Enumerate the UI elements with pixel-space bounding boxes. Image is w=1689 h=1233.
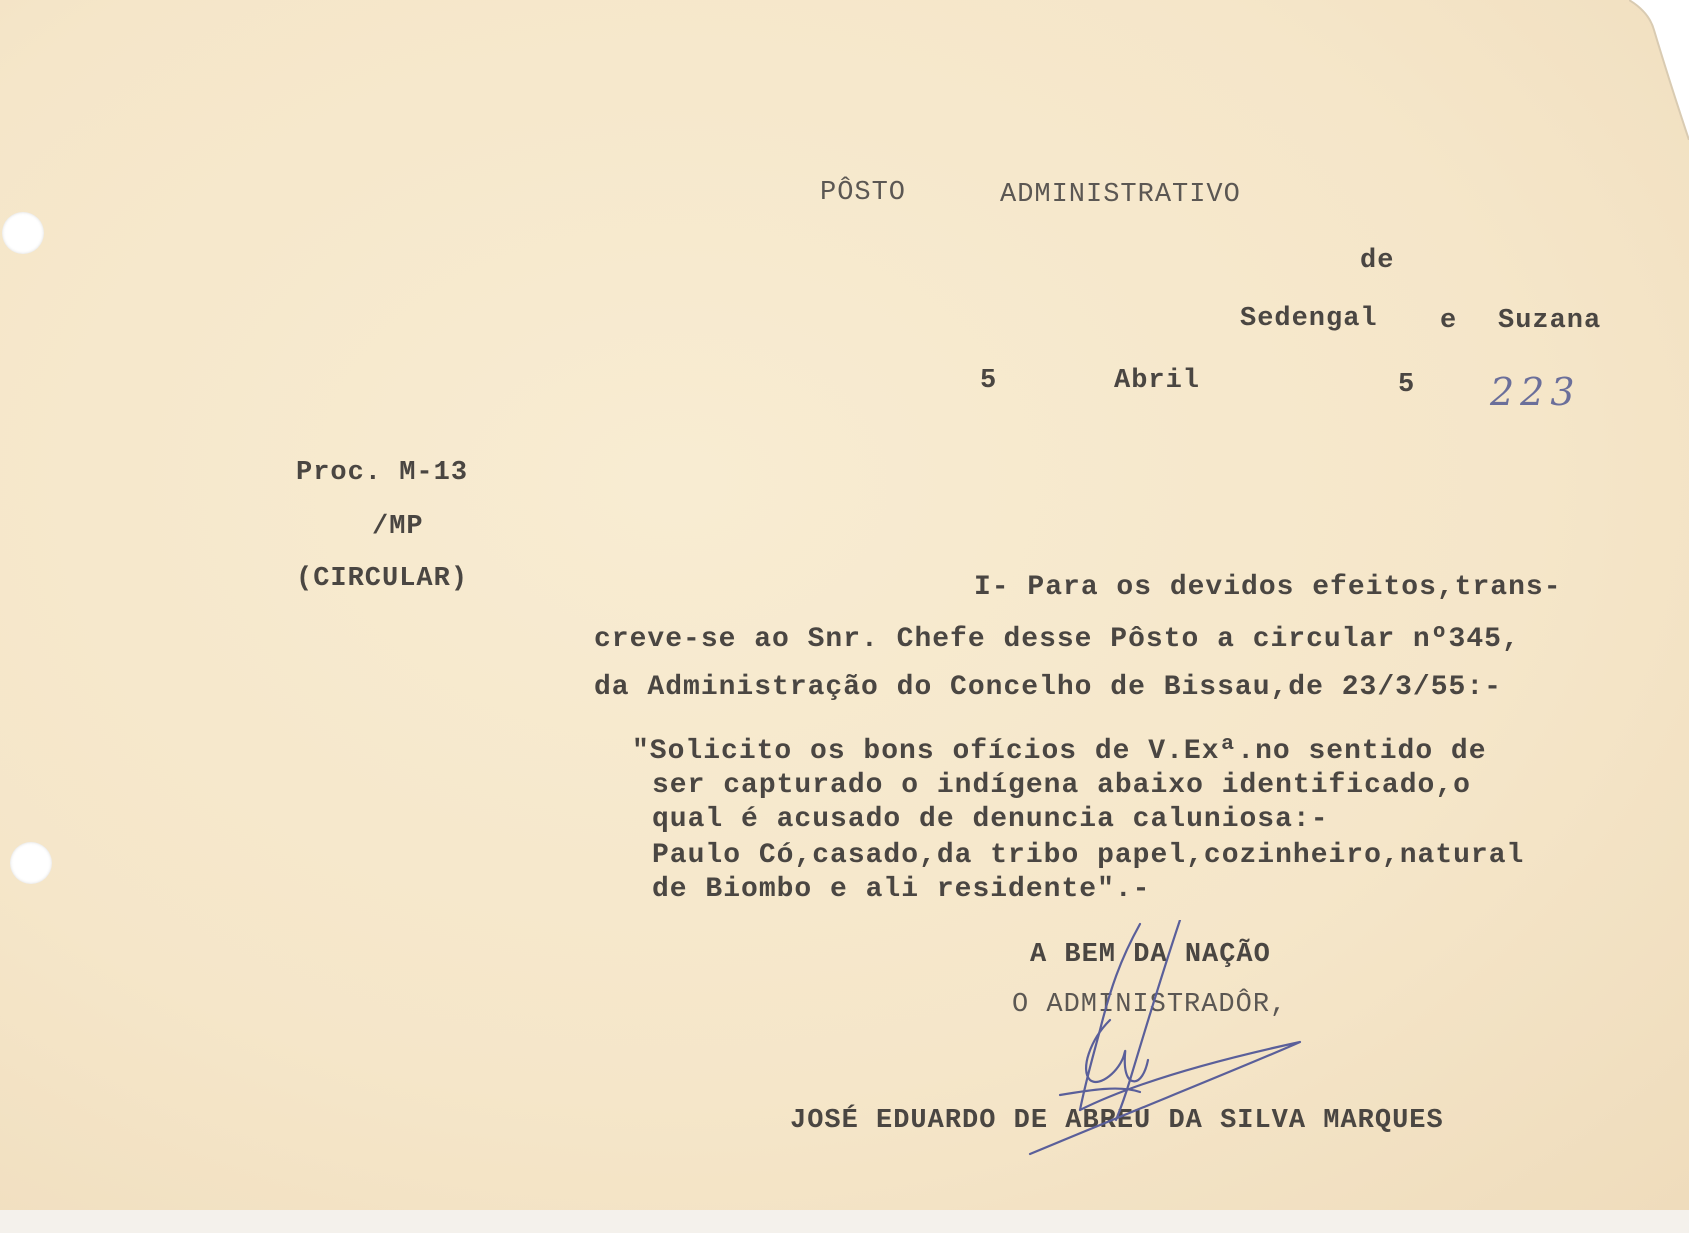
paragraph-line-2: creve-se ao Snr. Chefe desse Pôsto a circular nº345,: [594, 624, 1520, 655]
place-and: e: [1440, 306, 1458, 336]
punch-hole-bottom: [10, 842, 52, 884]
signatory-name: JOSÉ EDUARDO DE ABREU DA SILVA MARQUES: [790, 1106, 1444, 1136]
handwritten-number: 223: [1490, 370, 1581, 414]
date-month: Abril: [1114, 366, 1201, 396]
date-day: 5: [980, 366, 998, 396]
place-sedengal: Sedengal: [1240, 304, 1378, 334]
office-title-word2: ADMINISTRATIVO: [1000, 180, 1241, 210]
quote-line-4: Paulo Có,casado,da tribo papel,cozinheiro,natural: [652, 840, 1525, 871]
closing-salutation: A BEM DA NAÇÃO: [1030, 940, 1271, 970]
circular-label: (CIRCULAR): [296, 564, 469, 594]
quote-line-5: de Biombo e ali residente".-: [652, 874, 1151, 905]
header-de: de: [1360, 246, 1395, 276]
closing-role: O ADMINISTRADÔR,: [1012, 990, 1288, 1020]
quote-line-2: ser capturado o indígena abaixo identificado,o: [652, 770, 1471, 801]
paragraph-line-3: da Administração do Concelho de Bissau,de 23/3/55:-: [594, 672, 1502, 703]
scan-bottom-edge: [0, 1210, 1689, 1233]
process-mp: /MP: [372, 512, 424, 542]
date-year: 5: [1398, 370, 1416, 400]
quote-line-3: qual é acusado de denuncia caluniosa:-: [652, 804, 1329, 835]
place-suzana: Suzana: [1498, 306, 1602, 336]
punch-hole-top: [2, 212, 44, 254]
process-reference: Proc. M-13: [296, 458, 469, 488]
torn-corner: [1629, 0, 1689, 140]
paragraph-line-1: I- Para os devidos efeitos,trans-: [974, 572, 1562, 603]
quote-line-1: "Solicito os bons ofícios de V.Exª.no sentido de: [632, 736, 1487, 767]
office-title-word1: PÔSTO: [820, 178, 907, 208]
handwritten-signature: [1020, 920, 1320, 1170]
